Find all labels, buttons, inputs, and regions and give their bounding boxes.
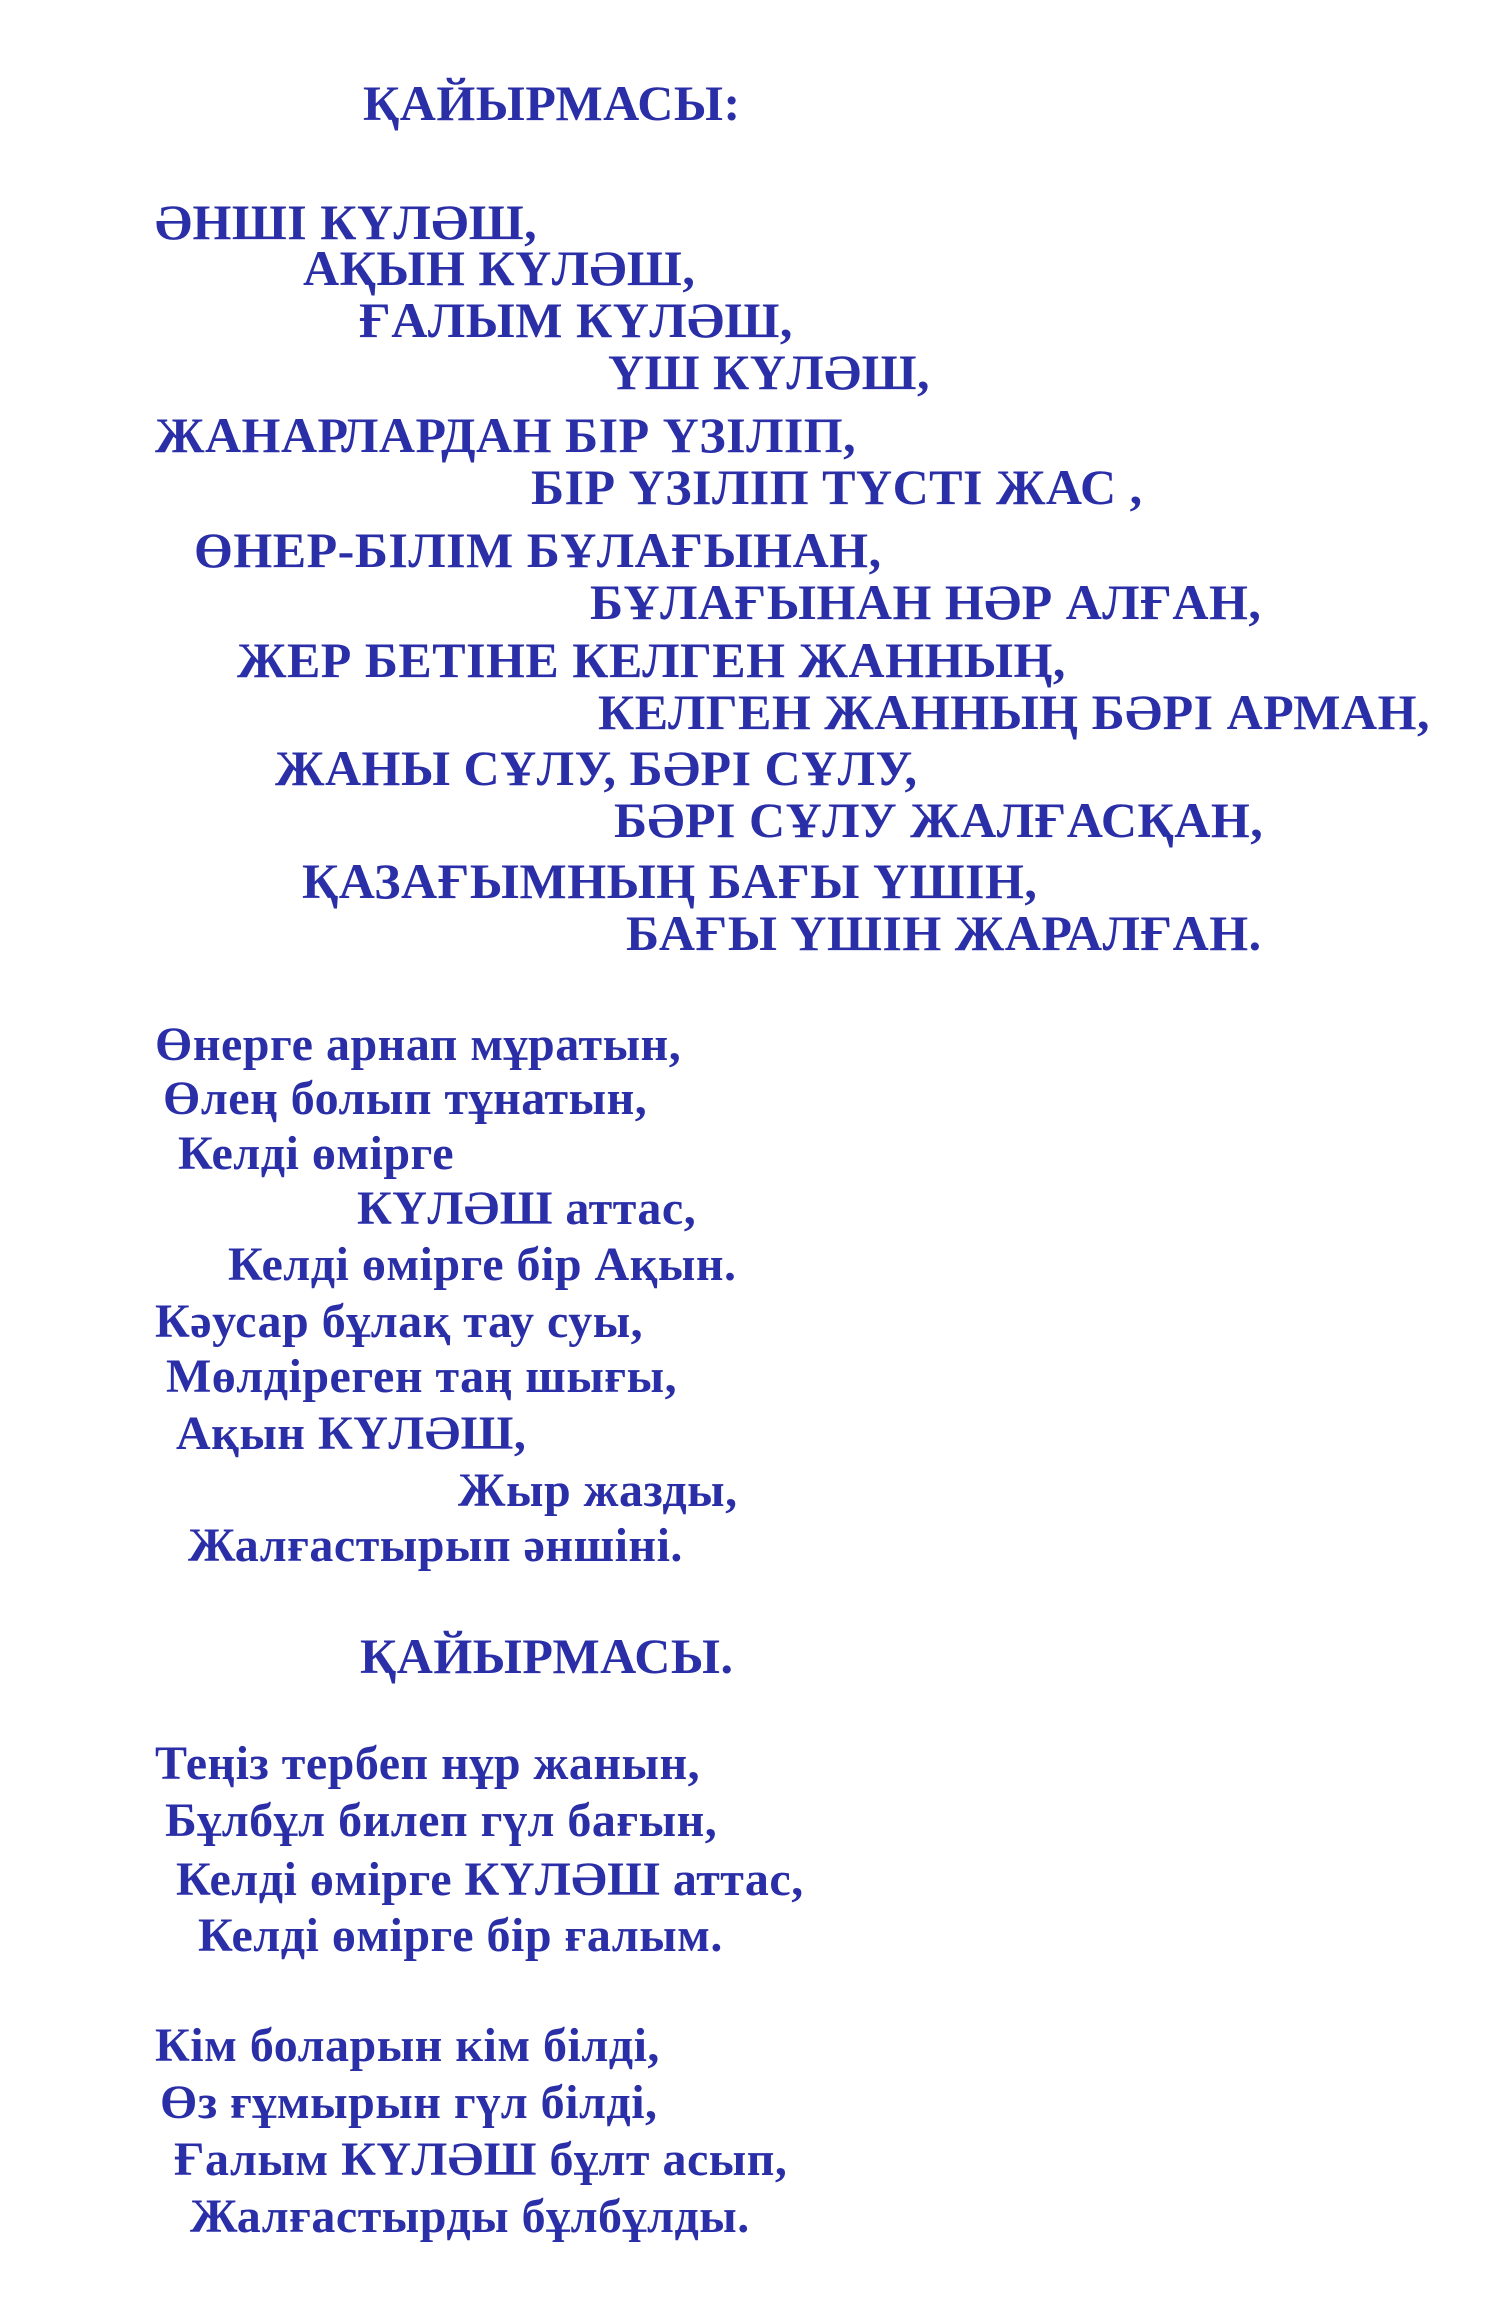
refrain-heading-repeat: ҚАЙЫРМАСЫ. bbox=[360, 1628, 734, 1684]
verse2-line: Келді өмірге бір ғалым. bbox=[198, 1909, 723, 1962]
refrain-line: ҒАЛЫМ КҮЛӘШ, bbox=[359, 292, 793, 348]
refrain-line: ӨНЕР-БІЛІМ БҰЛАҒЫНАН, bbox=[194, 522, 882, 578]
verse1-line: Кәусар бұлақ тау суы, bbox=[155, 1295, 644, 1348]
refrain-line: ӘНШІ КҮЛӘШ, bbox=[155, 194, 538, 250]
verse1-line: Ақын КҮЛӘШ, bbox=[176, 1407, 527, 1460]
verse1-line: Өнерге арнап мұратын, bbox=[155, 1018, 682, 1071]
verse1-line: Келді өмірге бір Ақын. bbox=[228, 1238, 737, 1291]
refrain-heading: ҚАЙЫРМАСЫ: bbox=[363, 75, 741, 131]
refrain-line: БІР ҮЗІЛІП ТҮСТІ ЖАС , bbox=[531, 459, 1143, 515]
verse3-line: Өз ғұмырын гүл білді, bbox=[160, 2076, 658, 2129]
verse1-line: Келді өмірге bbox=[178, 1127, 455, 1180]
verse2-line: Бұлбұл билеп гүл бағын, bbox=[165, 1794, 718, 1847]
verse1-line: Жыр жазды, bbox=[458, 1464, 738, 1517]
verse1-line: Мөлдіреген таң шығы, bbox=[166, 1350, 678, 1403]
verse1-line: Өлең болып тұнатын, bbox=[163, 1072, 648, 1125]
verse2-line: Келді өмірге КҮЛӘШ аттас, bbox=[176, 1853, 804, 1906]
verse1-line: Жалғастырып әншіні. bbox=[188, 1519, 683, 1572]
refrain-line: БҰЛАҒЫНАН НӘР АЛҒАН, bbox=[590, 574, 1262, 630]
verse2-line: Теңіз тербеп нұр жанын, bbox=[155, 1737, 701, 1790]
verse3-line: Жалғастырды бұлбұлды. bbox=[190, 2190, 750, 2243]
refrain-line: ҚАЗАҒЫМНЫҢ БАҒЫ ҮШІН, bbox=[302, 853, 1038, 909]
refrain-line: ЖЕР БЕТІНЕ КЕЛГЕН ЖАННЫҢ, bbox=[237, 632, 1066, 688]
verse3-line: Кім боларын кім білді, bbox=[155, 2019, 660, 2072]
refrain-line: КЕЛГЕН ЖАННЫҢ БӘРІ АРМАН, bbox=[598, 684, 1430, 740]
verse1-line: КҮЛӘШ аттас, bbox=[357, 1182, 697, 1235]
verse3-line: Ғалым КҮЛӘШ бұлт асып, bbox=[174, 2133, 788, 2186]
refrain-line: БӘРІ СҰЛУ ЖАЛҒАСҚАН, bbox=[614, 792, 1264, 848]
refrain-line: ЖАНАРЛАРДАН БІР ҮЗІЛІП, bbox=[155, 407, 857, 463]
refrain-line: ЖАНЫ СҰЛУ, БӘРІ СҰЛУ, bbox=[275, 740, 918, 796]
refrain-line: ҮШ КҮЛӘШ, bbox=[608, 344, 930, 400]
refrain-line: БАҒЫ ҮШІН ЖАРАЛҒАН. bbox=[626, 905, 1262, 961]
refrain-line: АҚЫН КҮЛӘШ, bbox=[303, 240, 696, 296]
